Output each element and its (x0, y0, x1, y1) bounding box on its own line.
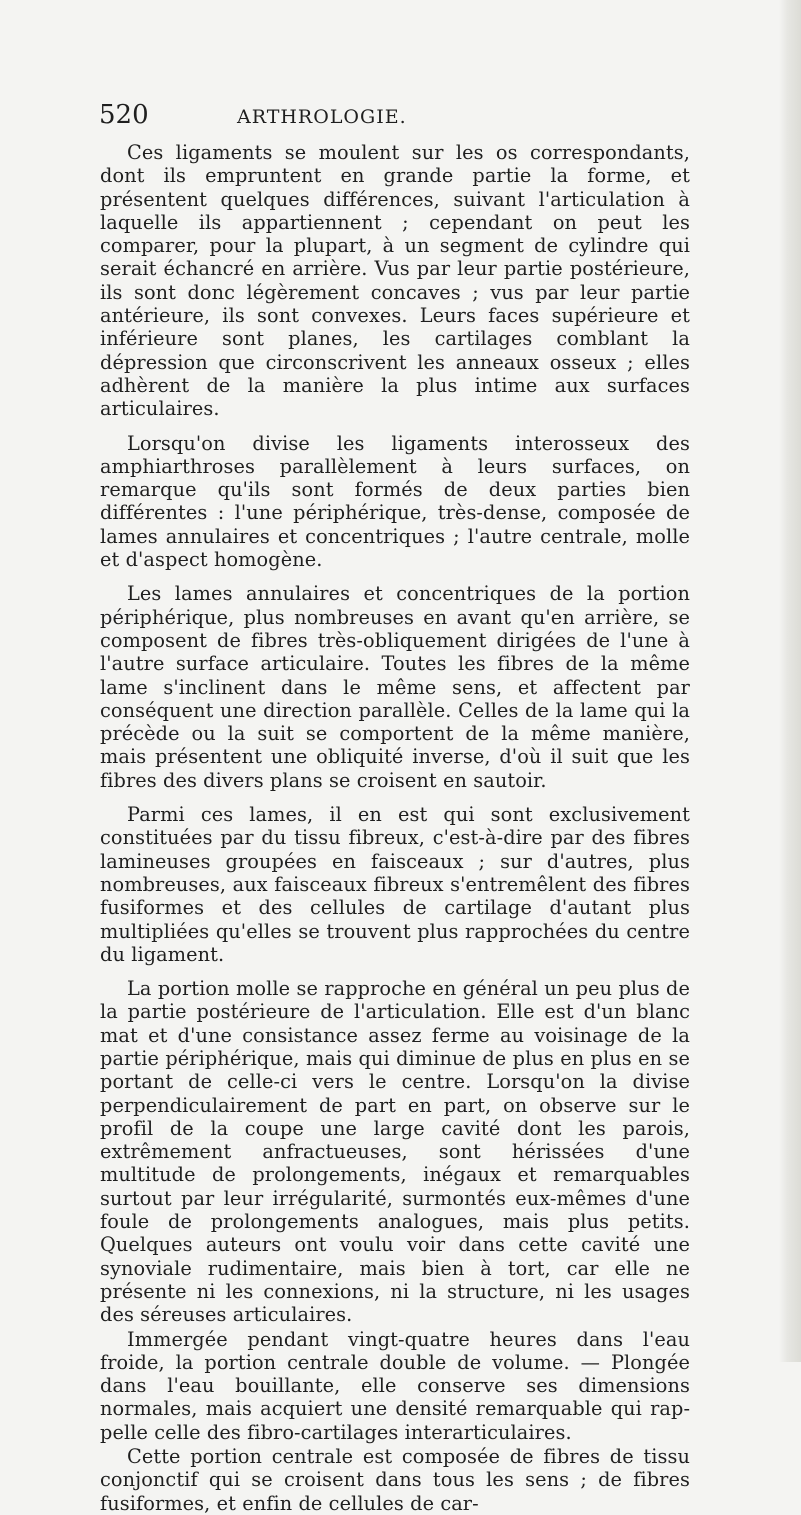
body-text (100, 141, 690, 1515)
paragraph-2: Lorsqu'on divise les ligaments interosseux des amphiarthroses parallèlement à leurs surfaces, on remarque qu'ils sont formés de deux parties bien différentes : l'une périphérique, très-dense, composée de lames annulaires et concentriques ; l'autre centrale, molle et d'aspect homogène. (100, 431, 690, 572)
running-head: ARTHROLOGIE. (237, 106, 407, 128)
paragraph-7: Cette portion centrale est composée de fibres de tissu conjonctif qui se croisent dans tous les sens ; de fibres fusiformes, et enfin de cellules de car- (100, 1445, 690, 1515)
paragraph-6: Immergée pendant vingt-quatre heures dans l'eau froide, la portion centrale double de volume. — Plongée dans l'eau bouillante, elle conserve ses dimensions normales, mais acquiert une densité remarquable qui rappelle celle des fibro-cartilages interarticulaires. (100, 1327, 690, 1444)
paragraph-3: Les lames annulaires et concentriques de la portion périphérique, plus nombreuses en avant qu'en arrière, se composent de fibres très-obliquement dirigées de l'une à l'autre surface articulaire. Toutes les fibres de la même lame s'inclinent dans le même sens, et affectent par conséquent une direction parallèle. Celles de la lame qui la précède ou la suit se comportent de la même manière, mais présentent une obliquité inverse, d'où il suit que les fibres des divers plans se croisent en sautoir. (100, 582, 690, 792)
page-edge-shadow (779, 0, 801, 1362)
page-header (99, 100, 699, 132)
paragraph-4: Parmi ces lames, il en est qui sont exclusivement constituées par du tissu fibreux, c'est-à-dire par des fibres lamineuses groupées en faisceaux ; sur d'autres, plus nombreuses, aux faisceaux fibreux s'entremêlent des fibres fusiformes et des cellules de cartilage d'autant plus multipliées qu'elles se trouvent plus rapprochées du centre du ligament. (100, 803, 690, 966)
paragraph-5: La portion molle se rapproche en général un peu plus de la partie postérieure de l'articulation. Elle est d'un blanc mat et d'une consistance assez ferme au voisinage de la partie périphérique, mais qui diminue de plus en plus en se portant de celle-ci vers le centre. Lorsqu'on la divise perpendiculairement de part en part, on observe sur le profil de la coupe une large cavité dont les parois, extrêmement anfractueuses, sont hérissées d'une multitude de prolongements, inégaux et remarquables surtout par leur irrégularité, surmontés eux-mêmes d'une foule de prolongements analogues, mais plus petits. Quelques auteurs ont voulu voir dans cette cavité une synoviale rudimentaire, mais bien à tort, car elle ne présente ni les connexions, ni la structure, ni les usages des séreuses articulaires. (100, 977, 690, 1327)
page-number: 520 (99, 100, 149, 130)
paragraph-1: Ces ligaments se moulent sur les os correspondants, dont ils empruntent en grande partie la forme, et présentent quelques différences, suivant l'articulation à laquelle ils appartiennent ; cependant on peut les comparer, pour la plupart, à un segment de cylindre qui serait échancré en arrière. Vus par leur partie postérieure, ils sont donc légèrement concaves ; vus par leur partie antérieure, ils sont convexes. Leurs faces supérieure et inférieure sont planes, les cartilages comblant la dépression que circonscrivent les anneaux osseux ; elles adhèrent de la manière la plus intime aux surfaces articulaires. (100, 141, 690, 421)
